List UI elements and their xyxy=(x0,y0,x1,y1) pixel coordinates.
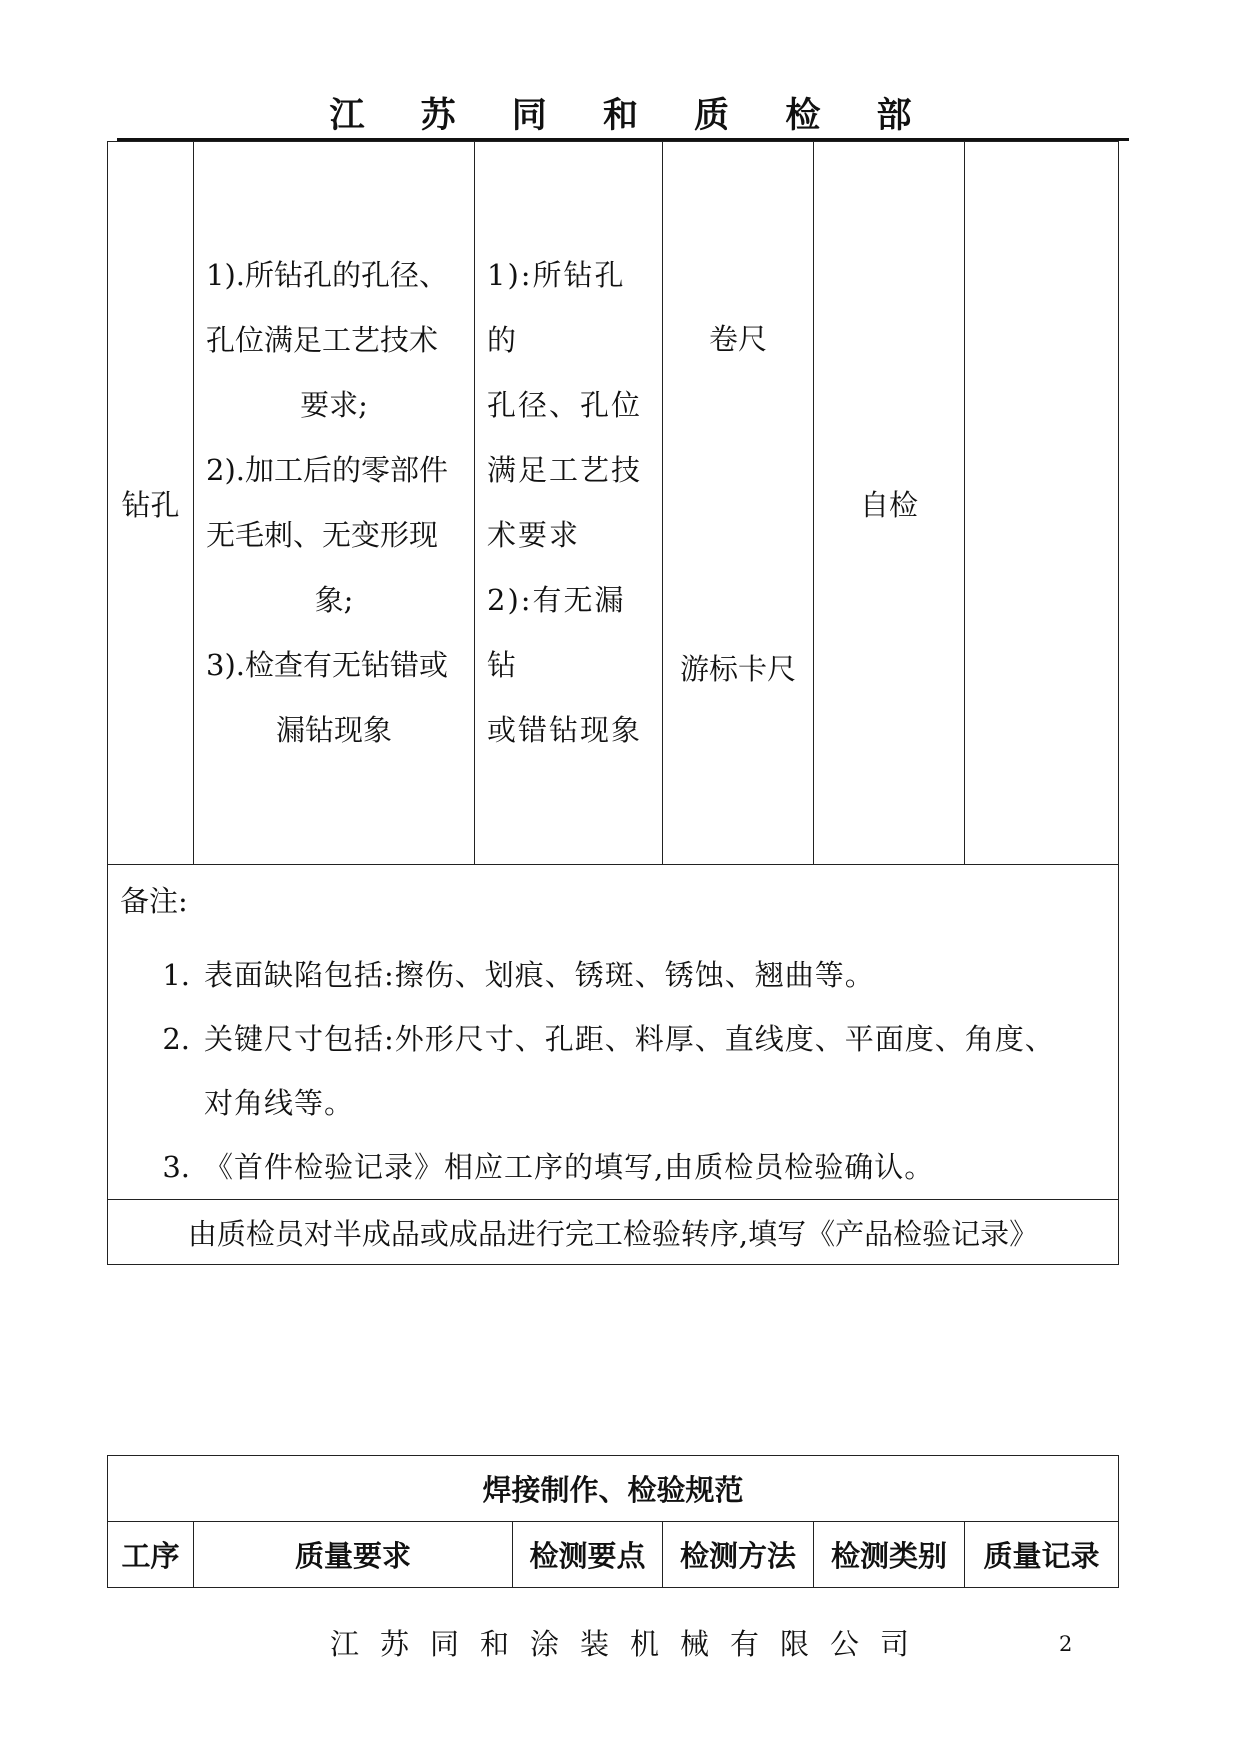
note-item xyxy=(120,1135,1118,1199)
column-header: 工序 xyxy=(108,1522,194,1588)
table-header-row xyxy=(108,1522,1119,1588)
column-header: 检测方法 xyxy=(663,1522,814,1588)
column-header: 检测类别 xyxy=(814,1522,965,1588)
column-header: 质量记录 xyxy=(965,1522,1119,1588)
check-point-line: 或错钻现象 xyxy=(487,713,643,747)
table-title-row xyxy=(108,1456,1119,1522)
quality-requirement-line: 孔位满足工艺技术 xyxy=(206,323,439,357)
notes-title: 备注: xyxy=(120,884,188,918)
check-points-list xyxy=(475,243,662,763)
quality-record-cell xyxy=(965,142,1119,865)
check-point-line: 满足工艺技 xyxy=(487,453,643,487)
note-text: 关键尺寸包括:外形尺寸、孔距、料厚、直线度、平面度、角度、 xyxy=(204,1022,1055,1056)
welding-spec-title: 焊接制作、检验规范 xyxy=(108,1456,1119,1522)
drilling-inspection-table xyxy=(107,141,1119,1265)
column-header: 检测要点 xyxy=(513,1522,663,1588)
column-header: 质量要求 xyxy=(194,1522,513,1588)
quality-requirement-line: 3).检查有无钻错或 xyxy=(206,648,448,682)
final-note-row xyxy=(108,1200,1119,1265)
check-points-cell xyxy=(475,142,663,865)
table-row xyxy=(108,142,1119,865)
note-item xyxy=(120,1007,1118,1071)
method-tape-measure: 卷尺 xyxy=(708,322,767,356)
note-text: 《首件检验记录》相应工序的填写,由质检员检验确认。 xyxy=(204,1150,935,1184)
quality-requirements-cell xyxy=(194,142,475,865)
process-cell: 钻孔 xyxy=(108,142,194,865)
page-number: 2 xyxy=(1059,1632,1073,1656)
welding-spec-table xyxy=(107,1455,1119,1588)
note-item xyxy=(120,1071,1118,1135)
footer-company: 江苏同和涂装机械有限公司 xyxy=(330,1627,931,1661)
method-vernier-caliper: 游标卡尺 xyxy=(679,652,796,686)
quality-requirement-line: 象; xyxy=(314,583,354,617)
note-number: 2. xyxy=(162,1022,190,1056)
check-type-cell: 自检 xyxy=(814,142,965,865)
notes-list xyxy=(120,943,1118,1199)
quality-requirement-line: 2).加工后的零部件 xyxy=(206,453,448,487)
quality-requirement-line: 无毛刺、无变形现 xyxy=(206,518,439,552)
quality-requirement-line: 漏钻现象 xyxy=(275,713,392,747)
quality-requirements-list xyxy=(194,243,474,763)
notes-cell xyxy=(108,865,1119,1200)
note-number xyxy=(120,1071,204,1135)
note-text: 对角线等。 xyxy=(204,1086,355,1120)
quality-requirement-line: 1).所钻孔的孔径、 xyxy=(206,258,448,292)
check-point-line: 术要求 xyxy=(487,518,581,552)
method-cell xyxy=(663,142,814,865)
note-item xyxy=(120,943,1118,1007)
notes-row xyxy=(108,865,1119,1200)
note-text: 表面缺陷包括:擦伤、划痕、锈斑、锈蚀、翘曲等。 xyxy=(204,958,875,992)
note-number: 1. xyxy=(162,958,190,992)
check-point-line: 1):所钻孔的 xyxy=(487,258,626,357)
final-note: 由质检员对半成品或成品进行完工检验转序,填写《产品检验记录》 xyxy=(108,1200,1119,1265)
page-title: 江 苏 同 和 质 检 部 xyxy=(329,95,934,136)
check-point-line: 2):有无漏钻 xyxy=(487,583,626,682)
note-number: 3. xyxy=(162,1150,190,1184)
check-point-line: 孔径、孔位 xyxy=(487,388,643,422)
quality-requirement-line: 要求; xyxy=(300,388,368,422)
